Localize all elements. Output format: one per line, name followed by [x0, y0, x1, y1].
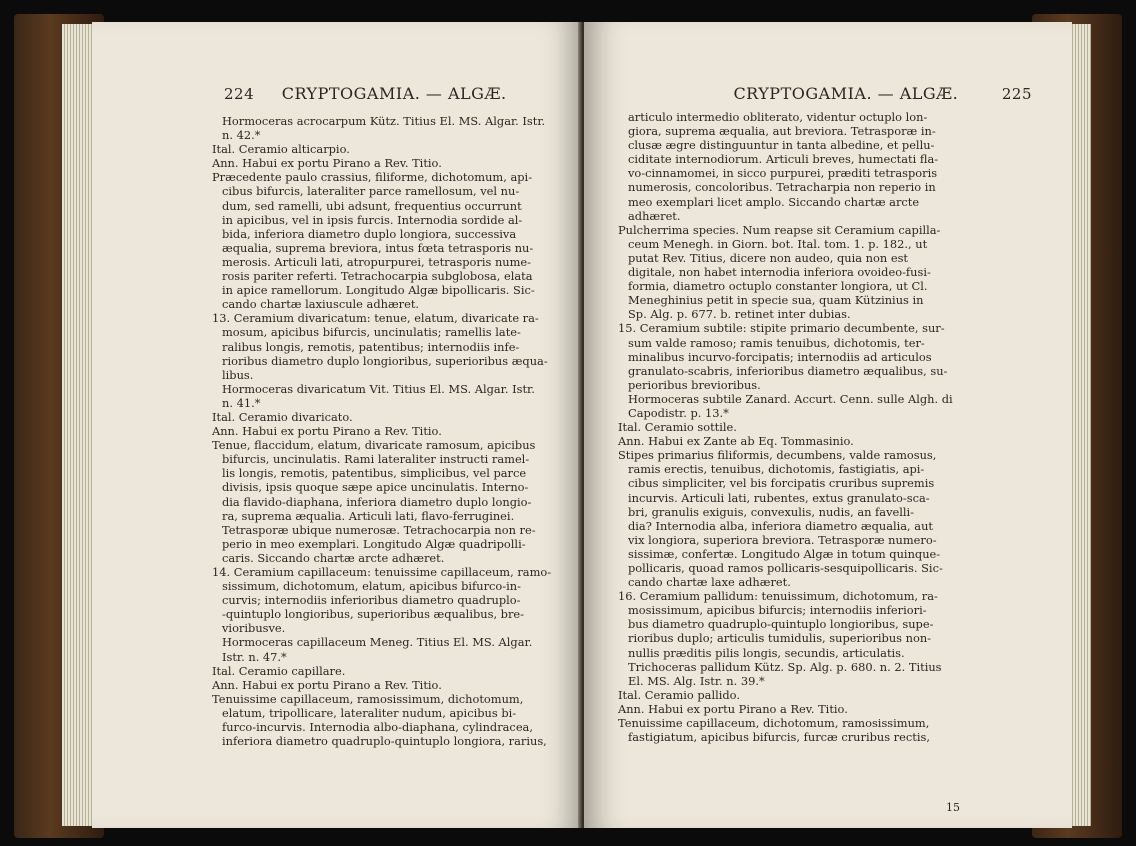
right-page-text	[618, 110, 986, 744]
text-line: ceum Menegh. in Giorn. bot. Ital. tom. 1. p. 182., ut	[628, 236, 928, 251]
text-line: articulo intermedio obliterato, videntur octuplo lon-	[628, 110, 928, 124]
right-page	[584, 22, 1072, 828]
text-line: Præcedente paulo crassius, filiforme, dichotomum, api-	[212, 170, 533, 185]
text-line: 15. Ceramium subtile: stipite primario decumbente, sur-	[618, 321, 945, 336]
text-line: cibus bifurcis, lateraliter parce ramellosum, vel nu-	[222, 184, 520, 199]
text-line: vix longiora, superiora breviora. Tetrasporæ numero-	[628, 532, 937, 547]
text-line: Hormoceras subtile Zanard. Accurt. Cenn. sulle Algh. di	[628, 391, 953, 406]
text-line: bri, granulis exiguis, convexulis, nudis, an favelli-	[628, 504, 915, 519]
text-line: bida, inferiora diametro duplo longiora, successiva	[222, 226, 517, 241]
text-line: Ann. Habui ex Zante ab Eq. Tommasinio.	[618, 434, 854, 449]
text-line: æqualia, suprema breviora, intus fœta tetrasporis nu-	[222, 240, 534, 255]
text-line: 13. Ceramium divaricatum: tenue, elatum, divaricate ra-	[212, 311, 539, 326]
text-line: mosissimum, apicibus bifurcis; internodiis inferiori-	[628, 603, 927, 618]
text-line: sum valde ramoso; ramis tenuibus, dichotomis, ter-	[628, 335, 925, 350]
text-line: Ital. Ceramio divaricato.	[212, 409, 353, 424]
text-line: n. 41.*	[222, 395, 261, 410]
text-line: Pulcherrima species. Num reapse sit Ceramium capilla-	[618, 222, 941, 237]
text-line: putat Rev. Titius, dicere non audeo, quia non est	[628, 250, 908, 265]
text-line: merosis. Articuli lati, atropurpurei, tetrasporis nume-	[222, 254, 532, 269]
text-line: lis longis, remotis, patentibus, simplicibus, vel parce	[222, 466, 527, 481]
text-line: incurvis. Articuli lati, rubentes, extus granulato-sca-	[628, 490, 930, 505]
text-line: n. 42.*	[222, 128, 261, 143]
page-number: 225	[1001, 85, 1032, 103]
text-line: fastigiatum, apicibus bifurcis, furcæ cruribus rectis,	[628, 730, 930, 745]
text-line: in apice ramellorum. Longitudo Algæ bipollicaris. Sic-	[222, 283, 535, 298]
text-line: perioribus brevioribus.	[628, 377, 761, 392]
text-line: nullis præditis pilis longis, secundis, articulatis.	[628, 645, 905, 660]
running-head-right	[702, 84, 1032, 103]
text-line: furco-incurvis. Internodia albo-diaphana, cylindracea,	[222, 720, 533, 735]
text-line: curvis; internodiis inferioribus diametro quadruplo-	[222, 593, 521, 608]
text-line: Meneghinius petit in specie sua, quam Kützinius in	[628, 293, 924, 308]
text-line: Istr. n. 47.*	[222, 649, 287, 664]
text-line: dum, sed ramelli, ubi adsunt, frequentius occurrunt	[222, 198, 522, 213]
text-line: Ital. Ceramio pallido.	[618, 687, 740, 702]
text-line: Ital. Ceramio capillare.	[212, 663, 346, 678]
text-line: ciditate internodiorum. Articuli breves, humectati fla-	[628, 152, 939, 167]
text-line: ra, suprema æqualia. Articuli lati, flavo-ferruginei.	[222, 508, 515, 523]
text-line: cando chartæ laxiuscule adhæret.	[222, 297, 420, 312]
text-line: Tetrasporæ ubique numerosæ. Tetrachocarpia non re-	[222, 522, 536, 537]
page-edges-left	[62, 24, 92, 826]
text-line: bus diametro quadruplo-quintuplo longioribus, supe-	[628, 617, 934, 632]
text-line: caris. Siccando chartæ arcte adhæret.	[222, 550, 445, 565]
text-line: Tenuissime capillaceum, dichotomum, ramosissimum,	[618, 716, 930, 731]
running-head-left	[224, 84, 564, 103]
text-line: clusæ ægre distinguuntur in tanta albedine, et pellu-	[628, 138, 935, 153]
text-line: Stipes primarius filiformis, decumbens, valde ramosus,	[618, 448, 937, 463]
page-number: 224	[224, 85, 255, 103]
text-line: elatum, tripollicare, lateraliter nudum, apicibus bi-	[222, 705, 517, 720]
text-line: mosum, apicibus bifurcis, uncinulatis; ramellis late-	[222, 325, 521, 340]
running-head-title: CRYPTOGAMIA. — ALGÆ.	[281, 84, 507, 103]
text-line: Hormoceras capillaceum Meneg. Titius El. MS. Algar.	[222, 635, 533, 650]
text-line: Tenuissime capillaceum, ramosissimum, dichotomum,	[212, 691, 524, 706]
text-line: formia, diametro octuplo constanter longiora, ut Cl.	[628, 279, 928, 294]
running-head-title: CRYPTOGAMIA. — ALGÆ.	[733, 84, 959, 103]
text-line: giora, suprema æqualia, aut breviora. Tetrasporæ in-	[628, 124, 936, 139]
text-line: ralibus longis, remotis, patentibus; internodiis infe-	[222, 339, 520, 354]
text-line: vioribusve.	[222, 621, 286, 636]
left-page-text	[212, 114, 564, 748]
text-line: meo exemplari licet amplo. Siccando chartæ arcte	[628, 194, 920, 209]
text-line: Ann. Habui ex portu Pirano a Rev. Titio.	[212, 156, 442, 171]
text-line: Ann. Habui ex portu Pirano a Rev. Titio.	[212, 424, 442, 439]
text-line: cando chartæ laxe adhæret.	[628, 575, 791, 590]
text-line: cibus simpliciter, vel bis forcipatis cruribus supremis	[628, 476, 935, 491]
text-line: Tenue, flaccidum, elatum, divaricate ramosum, apicibus	[212, 438, 536, 453]
text-line: -quintuplo longioribus, superioribus æqualibus, bre-	[222, 607, 525, 622]
text-line: numerosis, concoloribus. Tetracharpia non reperio in	[628, 180, 936, 195]
text-line: Ital. Ceramio alticarpio.	[212, 142, 350, 157]
text-line: digitale, non habet internodia inferiora ovoideo-fusi-	[628, 265, 931, 280]
text-line: rioribus duplo; articulis tumidulis, superioribus non-	[628, 631, 932, 646]
text-line: Sp. Alg. p. 677. b. retinet inter dubias.	[628, 307, 851, 322]
text-line: libus.	[222, 367, 254, 382]
text-line: sissimum, dichotomum, elatum, apicibus bifurco-in-	[222, 579, 521, 594]
text-line: rioribus diametro duplo longioribus, superioribus æqua-	[222, 353, 548, 368]
left-page	[92, 22, 582, 828]
text-line: ramis erectis, tenuibus, dichotomis, fastigiatis, api-	[628, 462, 925, 477]
text-line: Hormoceras divaricatum Vit. Titius El. MS. Algar. Istr.	[222, 381, 535, 396]
text-line: dia flavido-diaphana, inferiora diametro duplo longio-	[222, 494, 532, 509]
text-line: vo-cinnamomei, in sicco purpurei, præditi tetrasporis	[628, 166, 938, 181]
text-line: Ann. Habui ex portu Pirano a Rev. Titio.	[618, 701, 848, 716]
text-line: Ann. Habui ex portu Pirano a Rev. Titio.	[212, 677, 442, 692]
text-line: granulato-scabris, inferioribus diametro æqualibus, su-	[628, 363, 948, 378]
text-line: inferiora diametro quadruplo-quintuplo longiora, rarius,	[222, 734, 547, 749]
text-line: Ital. Ceramio sottile.	[618, 420, 737, 435]
text-line: perio in meo exemplari. Longitudo Algæ quadripolli-	[222, 536, 526, 551]
text-line: bifurcis, uncinulatis. Rami lateraliter instructi ramel-	[222, 452, 530, 467]
text-line: El. MS. Alg. Istr. n. 39.*	[628, 673, 765, 688]
text-line: dia? Internodia alba, inferiora diametro æqualia, aut	[628, 518, 934, 533]
text-line: Trichoceras pallidum Kütz. Sp. Alg. p. 680. n. 2. Titius	[628, 659, 942, 674]
text-line: 16. Ceramium pallidum: tenuissimum, dichotomum, ra-	[618, 589, 938, 604]
text-line: sissimæ, confertæ. Longitudo Algæ in totum quinque-	[628, 546, 941, 561]
text-line: divisis, ipsis quoque sæpe apice uncinulatis. Interno-	[222, 480, 529, 495]
text-line: rosis pariter referti. Tetrachocarpia subglobosa, elata	[222, 269, 533, 284]
text-line: pollicaris, quoad ramos pollicaris-sesquipollicaris. Sic-	[628, 561, 943, 575]
text-line: Capodistr. p. 13.*	[628, 405, 729, 420]
signature-mark: 15	[946, 801, 960, 814]
text-line: 14. Ceramium capillaceum: tenuissime capillaceum, ramo-	[212, 565, 552, 579]
text-line: Hormoceras acrocarpum Kütz. Titius El. MS. Algar. Istr.	[222, 114, 546, 128]
text-line: minalibus incurvo-forcipatis; internodiis ad articulos	[628, 349, 932, 364]
text-line: adhæret.	[628, 208, 681, 223]
text-line: in apicibus, vel in ipsis furcis. Internodia sordide al-	[222, 212, 523, 227]
